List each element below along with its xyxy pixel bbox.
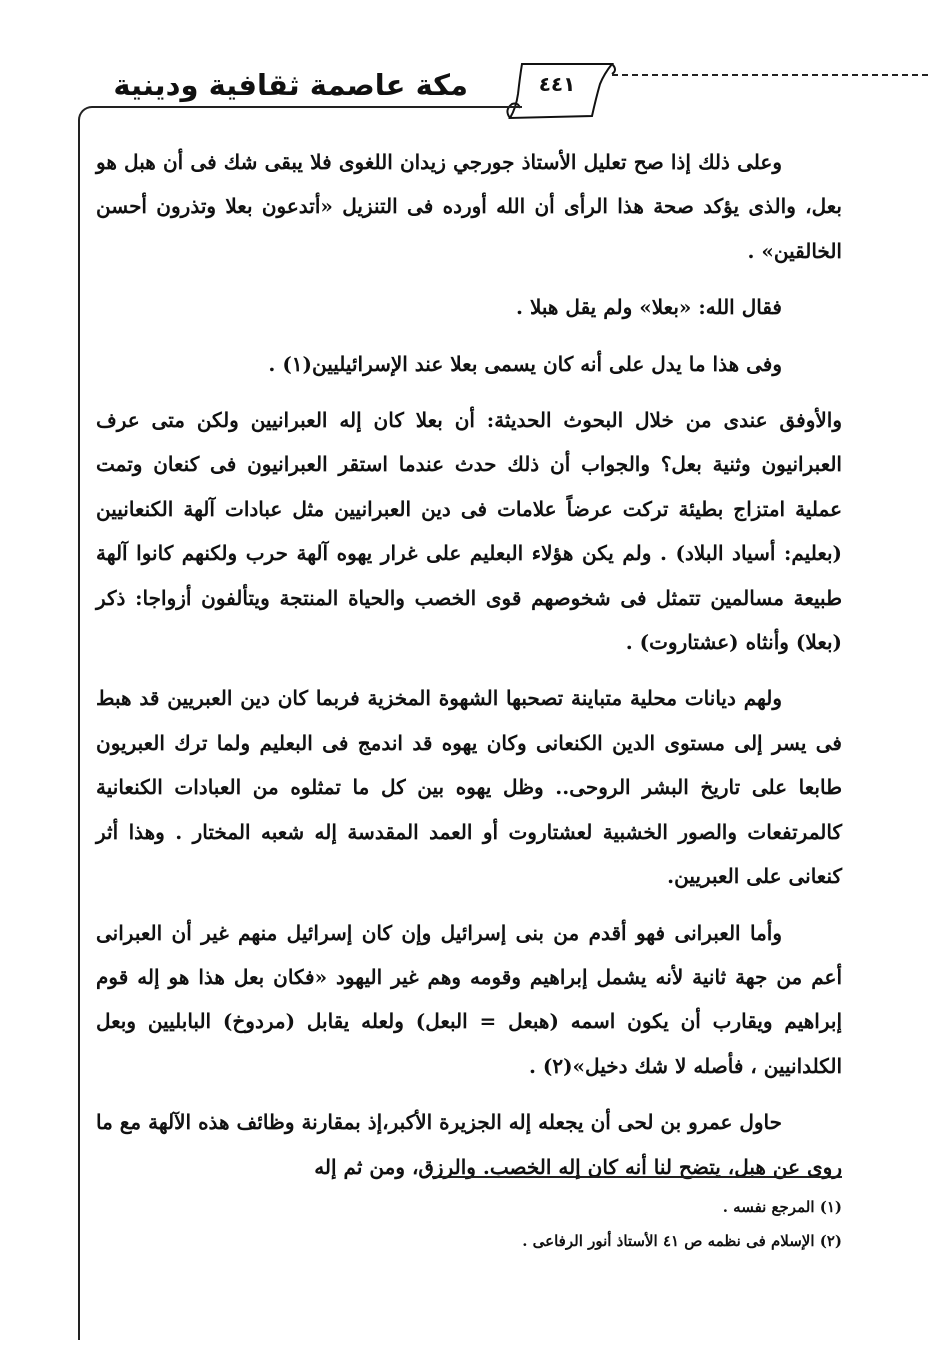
page-number: ٤٤١ — [538, 72, 576, 96]
paragraph: وأما العبرانى فهو أقدم من بنى إسرائيل وإن كان إسرائيل منهم غير أن العبرانى أعم من جهة ثانية لأنه يشمل إبراهيم وقومه وهم غير اليهود «فكان بعل هذا هو إله قوم إبراهيم ويقارب أن يكون اسمه (هبعل = البعل) ولعله يقابل (مردوخ) البابليين وبعل الكلدانيين ، فأصله لا شك دخيل»(٢) . — [96, 920, 842, 1078]
footnote: (١) المرجع نفسه . — [722, 1198, 842, 1216]
header-dashed-line — [612, 74, 928, 76]
footnote-separator — [432, 1176, 842, 1178]
header-rule — [92, 106, 522, 108]
paragraph: وعلى ذلك إذا صح تعليل الأستاذ جورجي زيدان اللغوى فلا يبقى شك فى أن هبل هو بعل، والذى يؤكد صحة هذا الرأى أن الله أورده فى التنزيل «أتدعون بعلا وتذرون أحسن الخالقين» . — [96, 150, 842, 263]
page-header — [0, 50, 928, 130]
running-title: مكة عاصمة ثقافية ودينية — [113, 68, 468, 102]
paragraph: والأوفق عندى من خلال البحوث الحديثة: أن بعلا كان إله العبرانيين ولكن متى عرف العبرانيون وثنية بعل؟ والجواب أن ذلك حدث عندما استقر العبرانيون فى كنعان وتمت عملية امتزاج بطيئة تركت عرضاً علامات فى دين العبرانيين مثل عبادات آلهة الكنعانيين (بعليم: أسياد البلاد) . ولم يكن هؤلاء البعليم على غرار يهوه آلهة حرب ولكنهم كانوا آلهة طبيعة مسالمين تتمثل فى شخوصهم قوى الخصب والحياة المنتجة ويتألفون أزواجا: ذكر (بعلا) وأنثاه (عشتاروت) . — [96, 408, 842, 655]
paragraph: ولهم ديانات محلية متباينة تصحبها الشهوة المخزية فربما كان دين العبريين قد هبط فى يسر إلى مستوى الدين الكنعانى وكان يهوه قد اندمج فى البعليم ولما ترك العبريون طابعا على تاريخ البشر الروحى.. وظل يهوه بين كل ما تمثلوه من العبادات الكنعانية كالمرتفعات والصور الخشبية لعشتاروت أو العمد المقدسة إله شعبه المختار . وهذا أثر كنعانى على العبريين. — [96, 686, 842, 889]
footnote: (٢) الإسلام فى نظمه ص ٤١ الأستاذ أنور الرفاعى . — [522, 1232, 842, 1250]
footnotes — [96, 1190, 842, 1258]
paragraph: فقال الله: «بعلا» ولم يقل هبلا . — [516, 295, 782, 320]
main-text — [96, 140, 842, 1201]
paragraph: حاول عمرو بن لحى أن يجعله إله الجزيرة الأكبر،إذ بمقارنة وظائف هذه الآلهة مع ما روى عن هبل، يتضح لنا أنه كان إله الخصب. والرزق، ومن ثم إله — [96, 1110, 842, 1179]
paragraph: وفى هذا ما يدل على أنه كان يسمى بعلا عند الإسرائيليين(١) . — [268, 351, 782, 376]
left-margin-rule — [78, 120, 80, 1340]
